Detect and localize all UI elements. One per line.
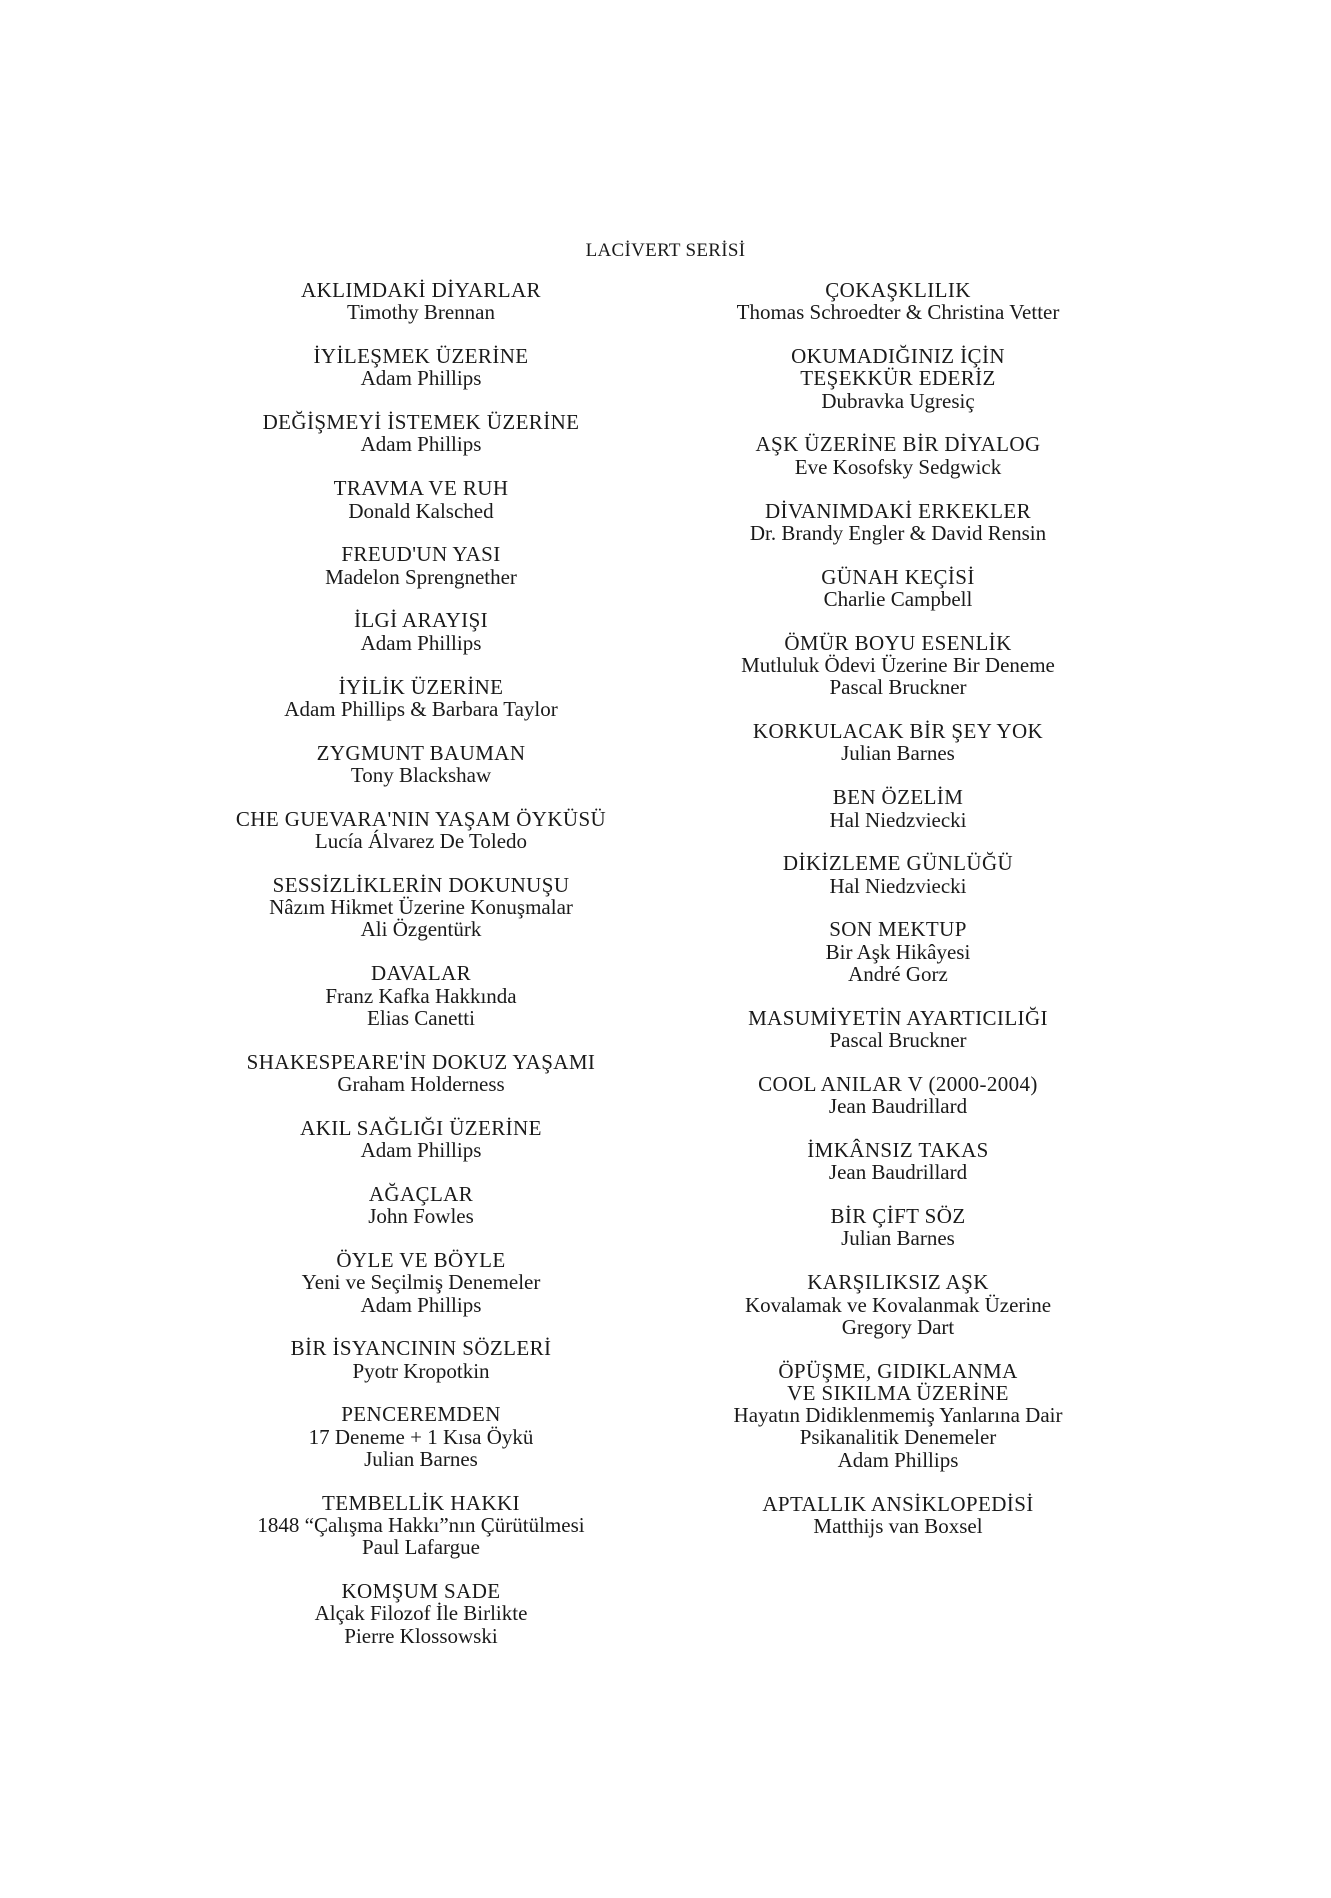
- book-entry: [141, 1337, 701, 1382]
- book-entry: [141, 742, 701, 787]
- book-entry: [618, 1205, 1178, 1250]
- book-entry: [618, 632, 1178, 699]
- book-author: Elias Canetti: [367, 1005, 475, 1030]
- book-subtitle: Nâzım Hikmet Üzerine Konuşmalar: [269, 895, 573, 920]
- book-entry: [141, 676, 701, 721]
- book-title: AKLIMDAKİ DİYARLAR: [301, 278, 541, 302]
- book-author: Pascal Bruckner: [829, 1028, 967, 1053]
- book-subtitle: Hayatın Didiklenmemiş Yanlarına Dair: [733, 1403, 1063, 1428]
- book-entry: [141, 1580, 701, 1647]
- book-title: VE SIKILMA ÜZERİNE: [787, 1380, 1009, 1405]
- book-entry: [141, 962, 701, 1029]
- book-author: Paul Lafargue: [362, 1535, 480, 1560]
- book-title: AŞK ÜZERİNE BİR DİYALOG: [755, 432, 1041, 457]
- book-subtitle: Kovalamak ve Kovalanmak Üzerine: [744, 1292, 1052, 1317]
- series-title: LACİVERT SERİSİ: [585, 240, 746, 261]
- book-entry: [141, 1117, 701, 1162]
- book-author: Tony Blackshaw: [350, 762, 492, 787]
- book-title: DİVANIMDAKİ ERKEKLER: [764, 498, 1031, 523]
- book-author: Adam Phillips: [360, 366, 482, 391]
- book-author: Dubravka Ugresiç: [821, 388, 975, 413]
- book-author: Thomas Schroedter & Christina Vetter: [736, 300, 1060, 325]
- book-subtitle: Alçak Filozof İle Birlikte: [314, 1601, 528, 1626]
- book-entry: [618, 1139, 1178, 1184]
- book-author: Julian Barnes: [841, 1226, 955, 1251]
- book-subtitle: Psikanalitik Denemeler: [799, 1425, 997, 1450]
- book-author: Gregory Dart: [841, 1314, 955, 1339]
- book-title: APTALLIK ANSİKLOPEDİSİ: [762, 1491, 1034, 1516]
- book-author: Pyotr Kropotkin: [352, 1358, 490, 1383]
- book-author: Graham Holderness: [337, 1071, 505, 1096]
- book-entry: [141, 279, 701, 324]
- book-entry: [141, 1492, 701, 1559]
- book-entry: [141, 543, 701, 588]
- book-title: DAVALAR: [370, 961, 472, 986]
- book-author: Ali Özgentürk: [360, 917, 482, 942]
- book-entry: [141, 1051, 701, 1096]
- book-title: ZYGMUNT BAUMAN: [316, 740, 526, 765]
- book-entry: [618, 720, 1178, 765]
- book-author: Adam Phillips & Barbara Taylor: [284, 696, 558, 721]
- book-title: MASUMİYETİN AYARTICILIĞI: [748, 1005, 1048, 1030]
- book-entry: [618, 1073, 1178, 1118]
- book-title: İYİLİK ÜZERİNE: [338, 674, 504, 699]
- book-author: Eve Kosofsky Sedgwick: [794, 454, 1002, 479]
- book-author: Adam Phillips: [837, 1447, 959, 1472]
- book-title: PENCEREMDEN: [341, 1402, 501, 1427]
- book-entry: [618, 918, 1178, 985]
- book-author: Adam Phillips: [360, 432, 482, 457]
- book-title: DEĞİŞMEYİ İSTEMEK ÜZERİNE: [262, 410, 580, 435]
- book-author: Adam Phillips: [360, 630, 482, 655]
- book-entry: [618, 1271, 1178, 1338]
- book-subtitle: Mutluluk Ödevi Üzerine Bir Deneme: [741, 653, 1055, 678]
- left-column: [141, 279, 701, 1669]
- book-title: BİR ÇİFT SÖZ: [830, 1204, 966, 1229]
- book-title: AKIL SAĞLIĞI ÜZERİNE: [300, 1115, 542, 1140]
- book-author: Jean Baudrillard: [828, 1094, 968, 1119]
- book-title: KORKULACAK BİR ŞEY YOK: [752, 719, 1044, 744]
- book-entry: [141, 1403, 701, 1470]
- book-subtitle: Bir Aşk Hikâyesi: [825, 939, 971, 964]
- book-subtitle: 17 Deneme + 1 Kısa Öykü: [308, 1424, 534, 1449]
- book-entry: [618, 1493, 1178, 1538]
- book-author: Dr. Brandy Engler & David Rensin: [749, 520, 1047, 545]
- book-title: COOL ANILAR V (2000-2004): [758, 1071, 1038, 1096]
- book-title: İLGİ ARAYIŞI: [353, 608, 489, 633]
- book-title: TEMBELLİK HAKKI: [322, 1490, 520, 1515]
- book-title: TEŞEKKÜR EDERİZ: [800, 366, 996, 391]
- book-entry: [618, 852, 1178, 897]
- book-author: Timothy Brennan: [347, 300, 495, 325]
- book-author: Lucía Álvarez De Toledo: [314, 829, 528, 854]
- book-title: CHE GUEVARA'NIN YAŞAM ÖYKÜSÜ: [235, 806, 607, 831]
- book-author: Matthijs van Boxsel: [813, 1513, 983, 1538]
- book-entry: [141, 609, 701, 654]
- book-title: ÖMÜR BOYU ESENLİK: [784, 630, 1012, 655]
- book-author: Jean Baudrillard: [828, 1160, 968, 1185]
- book-author: Adam Phillips: [360, 1138, 482, 1163]
- book-title: GÜNAH KEÇİSİ: [821, 564, 975, 589]
- right-column: [618, 279, 1178, 1559]
- book-entry: [141, 411, 701, 456]
- book-entry: [618, 786, 1178, 831]
- book-author: Hal Niedzviecki: [829, 807, 967, 832]
- book-title: İYİLEŞMEK ÜZERİNE: [313, 344, 529, 369]
- book-author: Charlie Campbell: [823, 586, 973, 611]
- book-subtitle: Franz Kafka Hakkında: [325, 983, 517, 1008]
- book-author: Donald Kalsched: [348, 498, 494, 523]
- book-title: BİR İSYANCININ SÖZLERİ: [290, 1336, 552, 1361]
- book-subtitle: Yeni ve Seçilmiş Denemeler: [301, 1270, 541, 1295]
- book-entry: [141, 1183, 701, 1228]
- book-entry: [141, 477, 701, 522]
- book-author: Julian Barnes: [364, 1446, 478, 1471]
- book-author: Pierre Klossowski: [344, 1623, 498, 1648]
- book-author: Madelon Sprengnether: [325, 564, 517, 589]
- book-title: DİKİZLEME GÜNLÜĞÜ: [782, 851, 1014, 876]
- book-entry: [141, 874, 701, 941]
- book-entry: [618, 433, 1178, 478]
- book-author: John Fowles: [368, 1204, 474, 1229]
- book-title: AĞAÇLAR: [368, 1181, 474, 1206]
- book-entry: [618, 279, 1178, 324]
- book-entry: [141, 808, 701, 853]
- book-title: SHAKESPEARE'İN DOKUZ YAŞAMI: [246, 1049, 596, 1074]
- book-title: SON MEKTUP: [829, 917, 967, 942]
- book-title: KARŞILIKSIZ AŞK: [807, 1270, 989, 1295]
- book-entry: [618, 500, 1178, 545]
- book-entry: [618, 566, 1178, 611]
- book-subtitle: 1848 “Çalışma Hakkı”nın Çürütülmesi: [257, 1513, 585, 1538]
- book-title: İMKÂNSIZ TAKAS: [807, 1138, 989, 1163]
- book-title: BEN ÖZELİM: [832, 785, 964, 810]
- book-author: Pascal Bruckner: [829, 675, 967, 700]
- book-title: OKUMADIĞINIZ İÇİN: [791, 344, 1005, 369]
- book-title: ÖPÜŞME, GIDIKLANMA: [778, 1358, 1018, 1383]
- book-title: FREUD'UN YASI: [341, 542, 501, 567]
- book-title: TRAVMA VE RUH: [333, 476, 509, 501]
- book-entry: [618, 345, 1178, 412]
- book-entry: [141, 1249, 701, 1316]
- book-author: Adam Phillips: [360, 1292, 482, 1317]
- book-author: André Gorz: [848, 962, 948, 987]
- book-title: SESSİZLİKLERİN DOKUNUŞU: [272, 872, 570, 897]
- book-title: ÖYLE VE BÖYLE: [336, 1247, 506, 1272]
- book-entry: [618, 1360, 1178, 1471]
- book-author: Julian Barnes: [841, 741, 955, 766]
- book-entry: [618, 1007, 1178, 1052]
- book-entry: [141, 345, 701, 390]
- book-title: ÇOKAŞKLILIK: [825, 278, 971, 302]
- book-author: Hal Niedzviecki: [829, 873, 967, 898]
- book-title: KOMŞUM SADE: [341, 1579, 501, 1604]
